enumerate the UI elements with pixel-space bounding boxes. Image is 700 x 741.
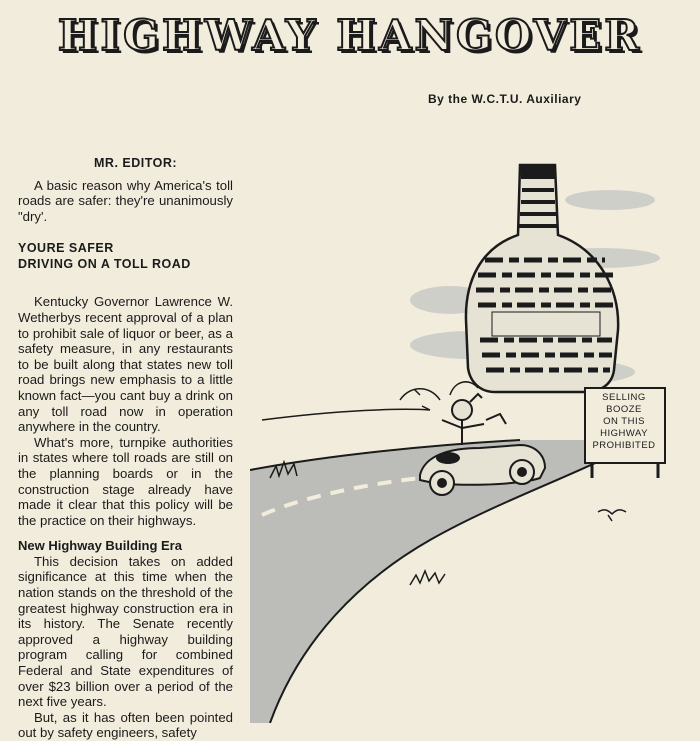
sign-text xyxy=(588,392,660,452)
bird-icon xyxy=(598,510,626,521)
sign-line-3: ON THIS xyxy=(603,416,645,427)
sign-line-2: BOOZE xyxy=(606,404,642,415)
paragraph-2: What's more, turnpike authorities in states where toll roads are still on the planning boards or in the construction stage already have made it clear that this policy will be the practice on their highways. xyxy=(18,434,233,528)
subheading: New Highway Building Era xyxy=(18,538,182,554)
sign-line-5: PROHIBITED xyxy=(592,440,656,451)
section-heading-line-2: DRIVING ON A TOLL ROAD xyxy=(18,257,191,272)
page-title: HIGHWAY HANGOVER xyxy=(57,11,643,60)
section-heading-line-1: YOURE SAFER xyxy=(18,241,114,256)
sign-line-4: HIGHWAY xyxy=(600,428,648,439)
driver-icon xyxy=(442,394,506,445)
sign-line-1: SELLING xyxy=(602,392,646,403)
paragraph-4: But, as it has often been pointed out by safety engineers, safety xyxy=(18,709,233,741)
salutation: MR. EDITOR: xyxy=(94,156,178,170)
paragraph-3: This decision takes on added significance at this time when the nation stands on the threshold of the greatest highway construction era in its history. The Senate recently approved a highway building program calling for combined Federal and State expenditures of over $23 billion over a period of the next five years. xyxy=(18,553,233,710)
intro-paragraph: A basic reason why America's toll roads are safer: they're unanimously "dry'. xyxy=(18,177,233,224)
paragraph-1: Kentucky Governor Lawrence W. Wetherbys recent approval of a plan to prohibit sale of liquor or beer, as a safety measure, in any restaurants to be built along that states new toll road brings new emphasis to a little known fact—you cant buy a drink on any toll road now in operation anywhere in the country. xyxy=(18,294,233,435)
byline: By the W.C.T.U. Auxiliary xyxy=(428,92,582,106)
article-column xyxy=(18,156,233,741)
section-heading xyxy=(18,240,233,272)
